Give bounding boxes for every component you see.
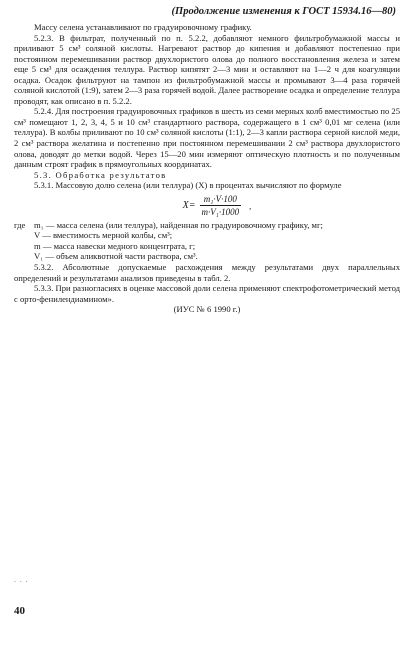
formula-tail: , bbox=[249, 200, 252, 211]
section-heading: 5.3. Обработка результатов bbox=[34, 169, 167, 180]
formula-denominator: m·V₁·1000 bbox=[201, 207, 240, 218]
page-dots: . . . bbox=[14, 577, 29, 584]
definition-v1: V₁ — объем аликвотной части раствора, см³. bbox=[34, 251, 198, 262]
formula bbox=[14, 194, 400, 218]
paragraph-5-3-1: 5.3.1. Массовую долю селена (или теллура) (X) в процентах вычисляют по формуле bbox=[34, 180, 342, 191]
page-number: 40 bbox=[14, 605, 25, 617]
formula-numerator: m₁·V·100 bbox=[200, 194, 241, 207]
paragraph-intro: Массу селена устанавливают по градуировочному графику. bbox=[34, 22, 252, 32]
definition-v: V — вместимость мерной колбы, см³; bbox=[34, 230, 173, 241]
page-header: (Продолжение изменения к ГОСТ 15934.16—80) bbox=[171, 6, 396, 17]
paragraph-5-3-3: 5.3.3. При разногласиях в оценке массовой доли селена применяют спектрофотометрический метод с орто-фенилендиамином». bbox=[14, 283, 400, 304]
paragraph-5-2-3: 5.2.3. В фильтрат, полученный по п. 5.2.2, добавляют немного фильтробумажной массы и приливают 5 см³ соляной кислоты. Нагревают раствор до кипения и добавляют постепенно при постоянном перемешивании раствор двухлористого олова до полного восстановления железа и затем еще 5 см³ для осаждения теллура. Раствор кипятят 2—3 мин и оставляют на 1—2 ч для коагуляции осадка. Осадок фильтруют на тампон из фильтробумажной массы и промывают 3—4 раза горячей соляной кислотой (1:9), затем 2—3 раза горячей водой. Далее растворение осадка и определение теллура проводят, как описано в п. 5.2.2. bbox=[14, 32, 400, 106]
paragraph-5-3-2: 5.3.2. Абсолютные допускаемые расхождения между результатами двух параллельных определений и результатами анализов приведены в табл. 2. bbox=[14, 262, 400, 283]
amendment-reference: (ИУС № 6 1990 г.) bbox=[173, 304, 241, 315]
formula-fraction bbox=[198, 194, 244, 218]
formula-lhs: X= bbox=[182, 199, 196, 211]
paragraph-5-2-4: 5.2.4. Для построения градуировочных графиков в шесть из семи мерных колб вместимостью по 25 см³ помещают 1, 2, 3, 4, 5 и 10 см³ стандартного раствора, содержащего в 1 см³ 0,01 мг селена (или теллура). В колбы приливают по 10 см³ соляной кислоты (1:1), 2—3 капли раствора серной кислой меди, 2 см³ раствора желатина и постепенно при постоянном перемешивании 2 см³ раствора двухлористого олова, доводят до метки водой. Через 15—20 мин измеряют оптическую плотность и по полученным данным строят график в прямоугольных координатах. bbox=[14, 106, 400, 170]
definition-m: m — масса навески медного концентрата, г; bbox=[34, 240, 196, 251]
where-m1 bbox=[14, 220, 400, 231]
where-lead: где bbox=[14, 219, 26, 230]
definition-m1: m₁ — масса селена (или теллура), найденная по градуировочному графику, мг; bbox=[34, 219, 323, 230]
document-body bbox=[14, 22, 400, 315]
